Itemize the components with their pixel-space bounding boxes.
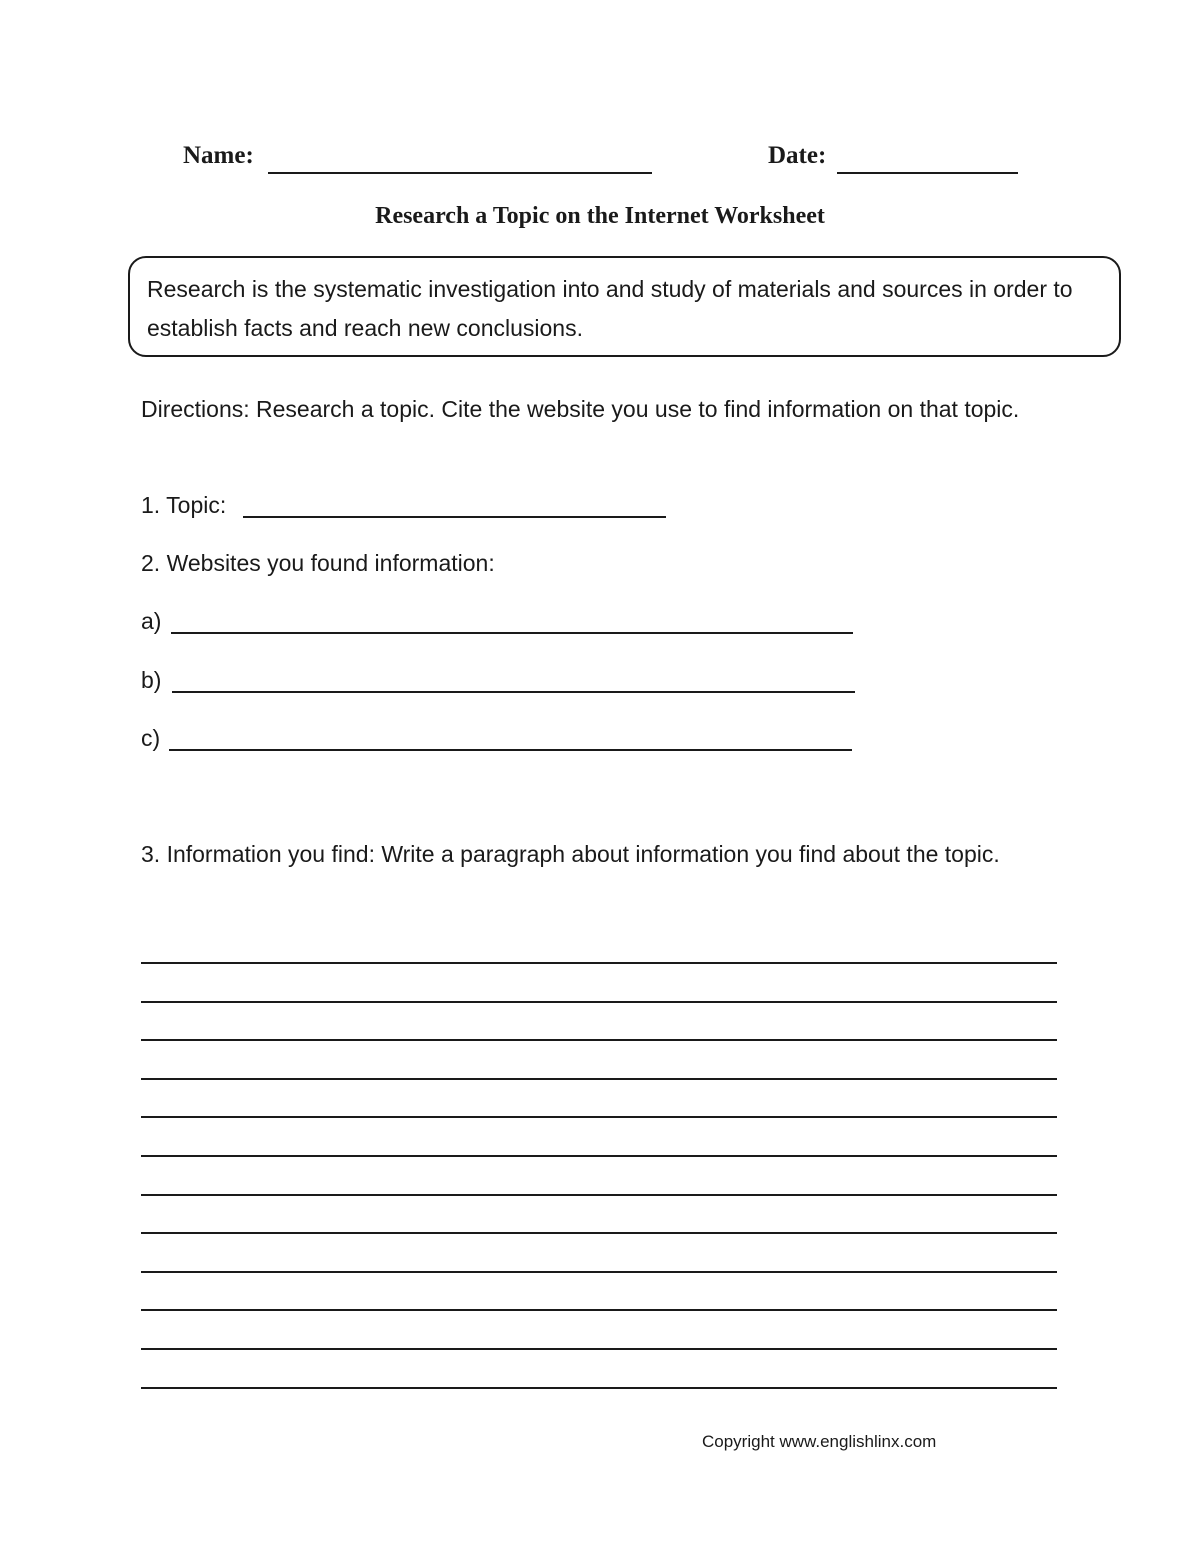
topic-answer-line[interactable] bbox=[243, 516, 666, 518]
paragraph-answer-line[interactable] bbox=[141, 1001, 1057, 1003]
topic-label: 1. Topic: bbox=[141, 492, 227, 518]
paragraph-answer-line[interactable] bbox=[141, 1232, 1057, 1234]
website-c-answer-line[interactable] bbox=[169, 749, 852, 751]
website-a-answer-line[interactable] bbox=[171, 632, 853, 634]
date-answer-line[interactable] bbox=[837, 172, 1018, 174]
websites-label: 2. Websites you found information: bbox=[141, 550, 495, 576]
website-b-label: b) bbox=[141, 667, 162, 693]
paragraph-answer-line[interactable] bbox=[141, 1194, 1057, 1196]
paragraph-answer-line[interactable] bbox=[141, 1039, 1057, 1041]
directions-text: Directions: Research a topic. Cite the website you use to find information on that topic. bbox=[141, 396, 1020, 422]
name-label: Name: bbox=[183, 142, 254, 169]
paragraph-answer-line[interactable] bbox=[141, 1271, 1057, 1273]
website-a-label: a) bbox=[141, 608, 162, 634]
paragraph-answer-line[interactable] bbox=[141, 1116, 1057, 1118]
paragraph-answer-line[interactable] bbox=[141, 1348, 1057, 1350]
definition-text: Research is the systematic investigation into and study of materials and sources in order to establish facts and reach new conclusions. bbox=[147, 276, 1073, 341]
paragraph-answer-line[interactable] bbox=[141, 1387, 1057, 1389]
name-answer-line[interactable] bbox=[268, 172, 652, 174]
worksheet-title: Research a Topic on the Internet Worksheet bbox=[375, 203, 825, 229]
website-c-label: c) bbox=[141, 725, 161, 751]
information-prompt: 3. Information you find: Write a paragraph about information you find about the topic. bbox=[141, 841, 1000, 867]
paragraph-answer-line[interactable] bbox=[141, 1078, 1057, 1080]
paragraph-answer-line[interactable] bbox=[141, 962, 1057, 964]
paragraph-answer-line[interactable] bbox=[141, 1309, 1057, 1311]
paragraph-answer-line[interactable] bbox=[141, 1155, 1057, 1157]
date-label: Date: bbox=[768, 142, 827, 169]
copyright-text: Copyright www.englishlinx.com bbox=[702, 1432, 937, 1451]
website-b-answer-line[interactable] bbox=[172, 691, 855, 693]
